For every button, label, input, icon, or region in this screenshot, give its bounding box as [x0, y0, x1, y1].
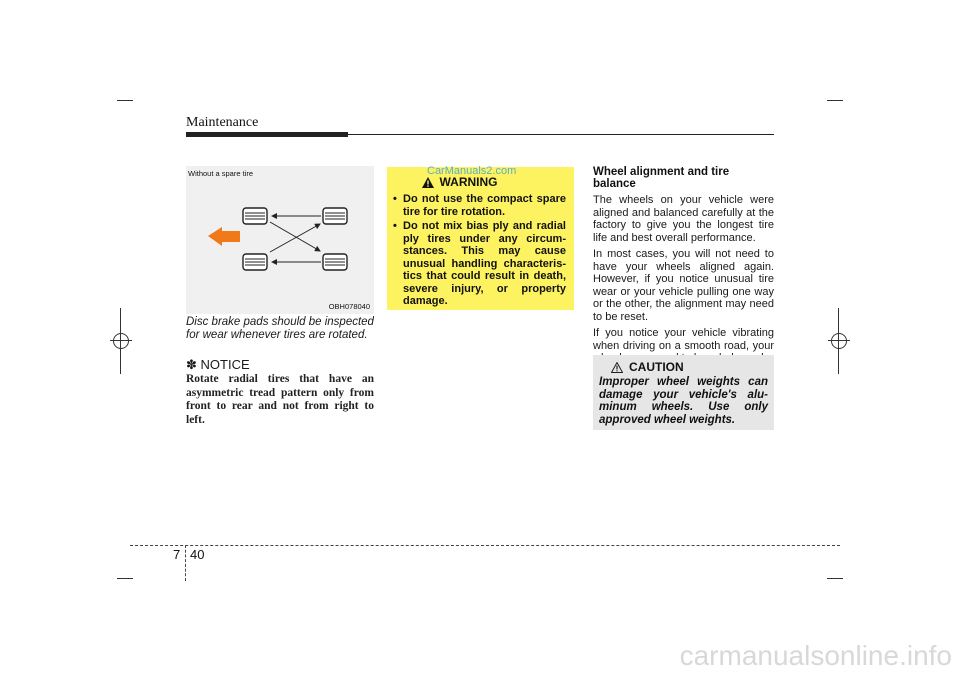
header-bar	[186, 132, 348, 137]
section-title: Maintenance	[186, 115, 259, 130]
notice-heading	[186, 357, 250, 373]
crop-mark	[117, 100, 133, 101]
tire-icon	[323, 254, 347, 270]
brake-pad-note: Disc brake pads should be inspected for wear whenever tires are rotated.	[186, 316, 374, 341]
caution-body: Improper wheel weights can damage your vehicle's alu-minum wheels. Use only approved wheel weights.	[599, 376, 768, 426]
warning-item: • Do not mix bias ply and radial ply tires under any circum-stances. This may cause unusual handling characteris-tics that could result in death, severe injury, or property damage.	[393, 220, 566, 307]
tire-rotation-figure	[186, 166, 374, 314]
rotation-arrow	[270, 222, 320, 251]
front-direction-arrow	[208, 227, 240, 246]
tire-icon	[243, 208, 267, 224]
caution-heading	[611, 360, 768, 374]
wheel-alignment-heading: Wheel alignment and tire balance	[593, 166, 730, 190]
watermark-bottom: carmanualsonline.info	[679, 640, 952, 671]
tire-rotation-diagram	[186, 166, 374, 314]
chapter-number: 7	[173, 547, 181, 562]
paragraph: The wheels on your vehicle were aligned and balanced carefully at the factory to give you the longest tire life and best overall performance.	[593, 194, 774, 244]
notice-symbol-icon: ✽	[186, 357, 197, 372]
caution-title: CAUTION	[629, 360, 684, 374]
crop-mark	[827, 578, 843, 579]
footer-divider	[185, 545, 186, 581]
paragraph: If you notice your vehicle vibrating when driving on a smooth road, your	[593, 327, 774, 352]
page-number: 40	[190, 547, 205, 562]
rotation-arrow	[270, 224, 320, 252]
footer-rule	[130, 545, 840, 546]
warning-list	[393, 193, 566, 308]
figure-caption: Without a spare tire	[188, 169, 254, 178]
notice-body: Rotate radial tires that have an asymmetric tread pattern only from front to rear and not from right to left.	[186, 373, 374, 426]
registration-circle	[831, 333, 847, 349]
warning-title: WARNING	[439, 175, 498, 189]
crop-mark	[827, 100, 843, 101]
caution-box	[593, 355, 774, 430]
notice-label: NOTICE	[200, 357, 250, 372]
tire-icon	[243, 254, 267, 270]
warning-heading	[353, 175, 566, 189]
warning-item: • Do not use the compact spare tire for tire rotation.	[393, 193, 566, 218]
caution-triangle-icon	[611, 362, 623, 373]
warning-box	[387, 167, 574, 310]
wheel-alignment-section	[593, 166, 774, 369]
registration-circle	[113, 333, 129, 349]
figure-code: OBH078040	[328, 302, 370, 311]
warning-triangle-icon	[422, 177, 434, 188]
crop-mark	[117, 578, 133, 579]
watermark-top: CarManuals2.com	[427, 165, 517, 177]
paragraph: In most cases, you will not need to have your wheels aligned again. However, if you notice unusual tire wear or your vehicle pulling one way or the other, the alignment may need to be reset.	[593, 248, 774, 323]
tire-icon	[323, 208, 347, 224]
